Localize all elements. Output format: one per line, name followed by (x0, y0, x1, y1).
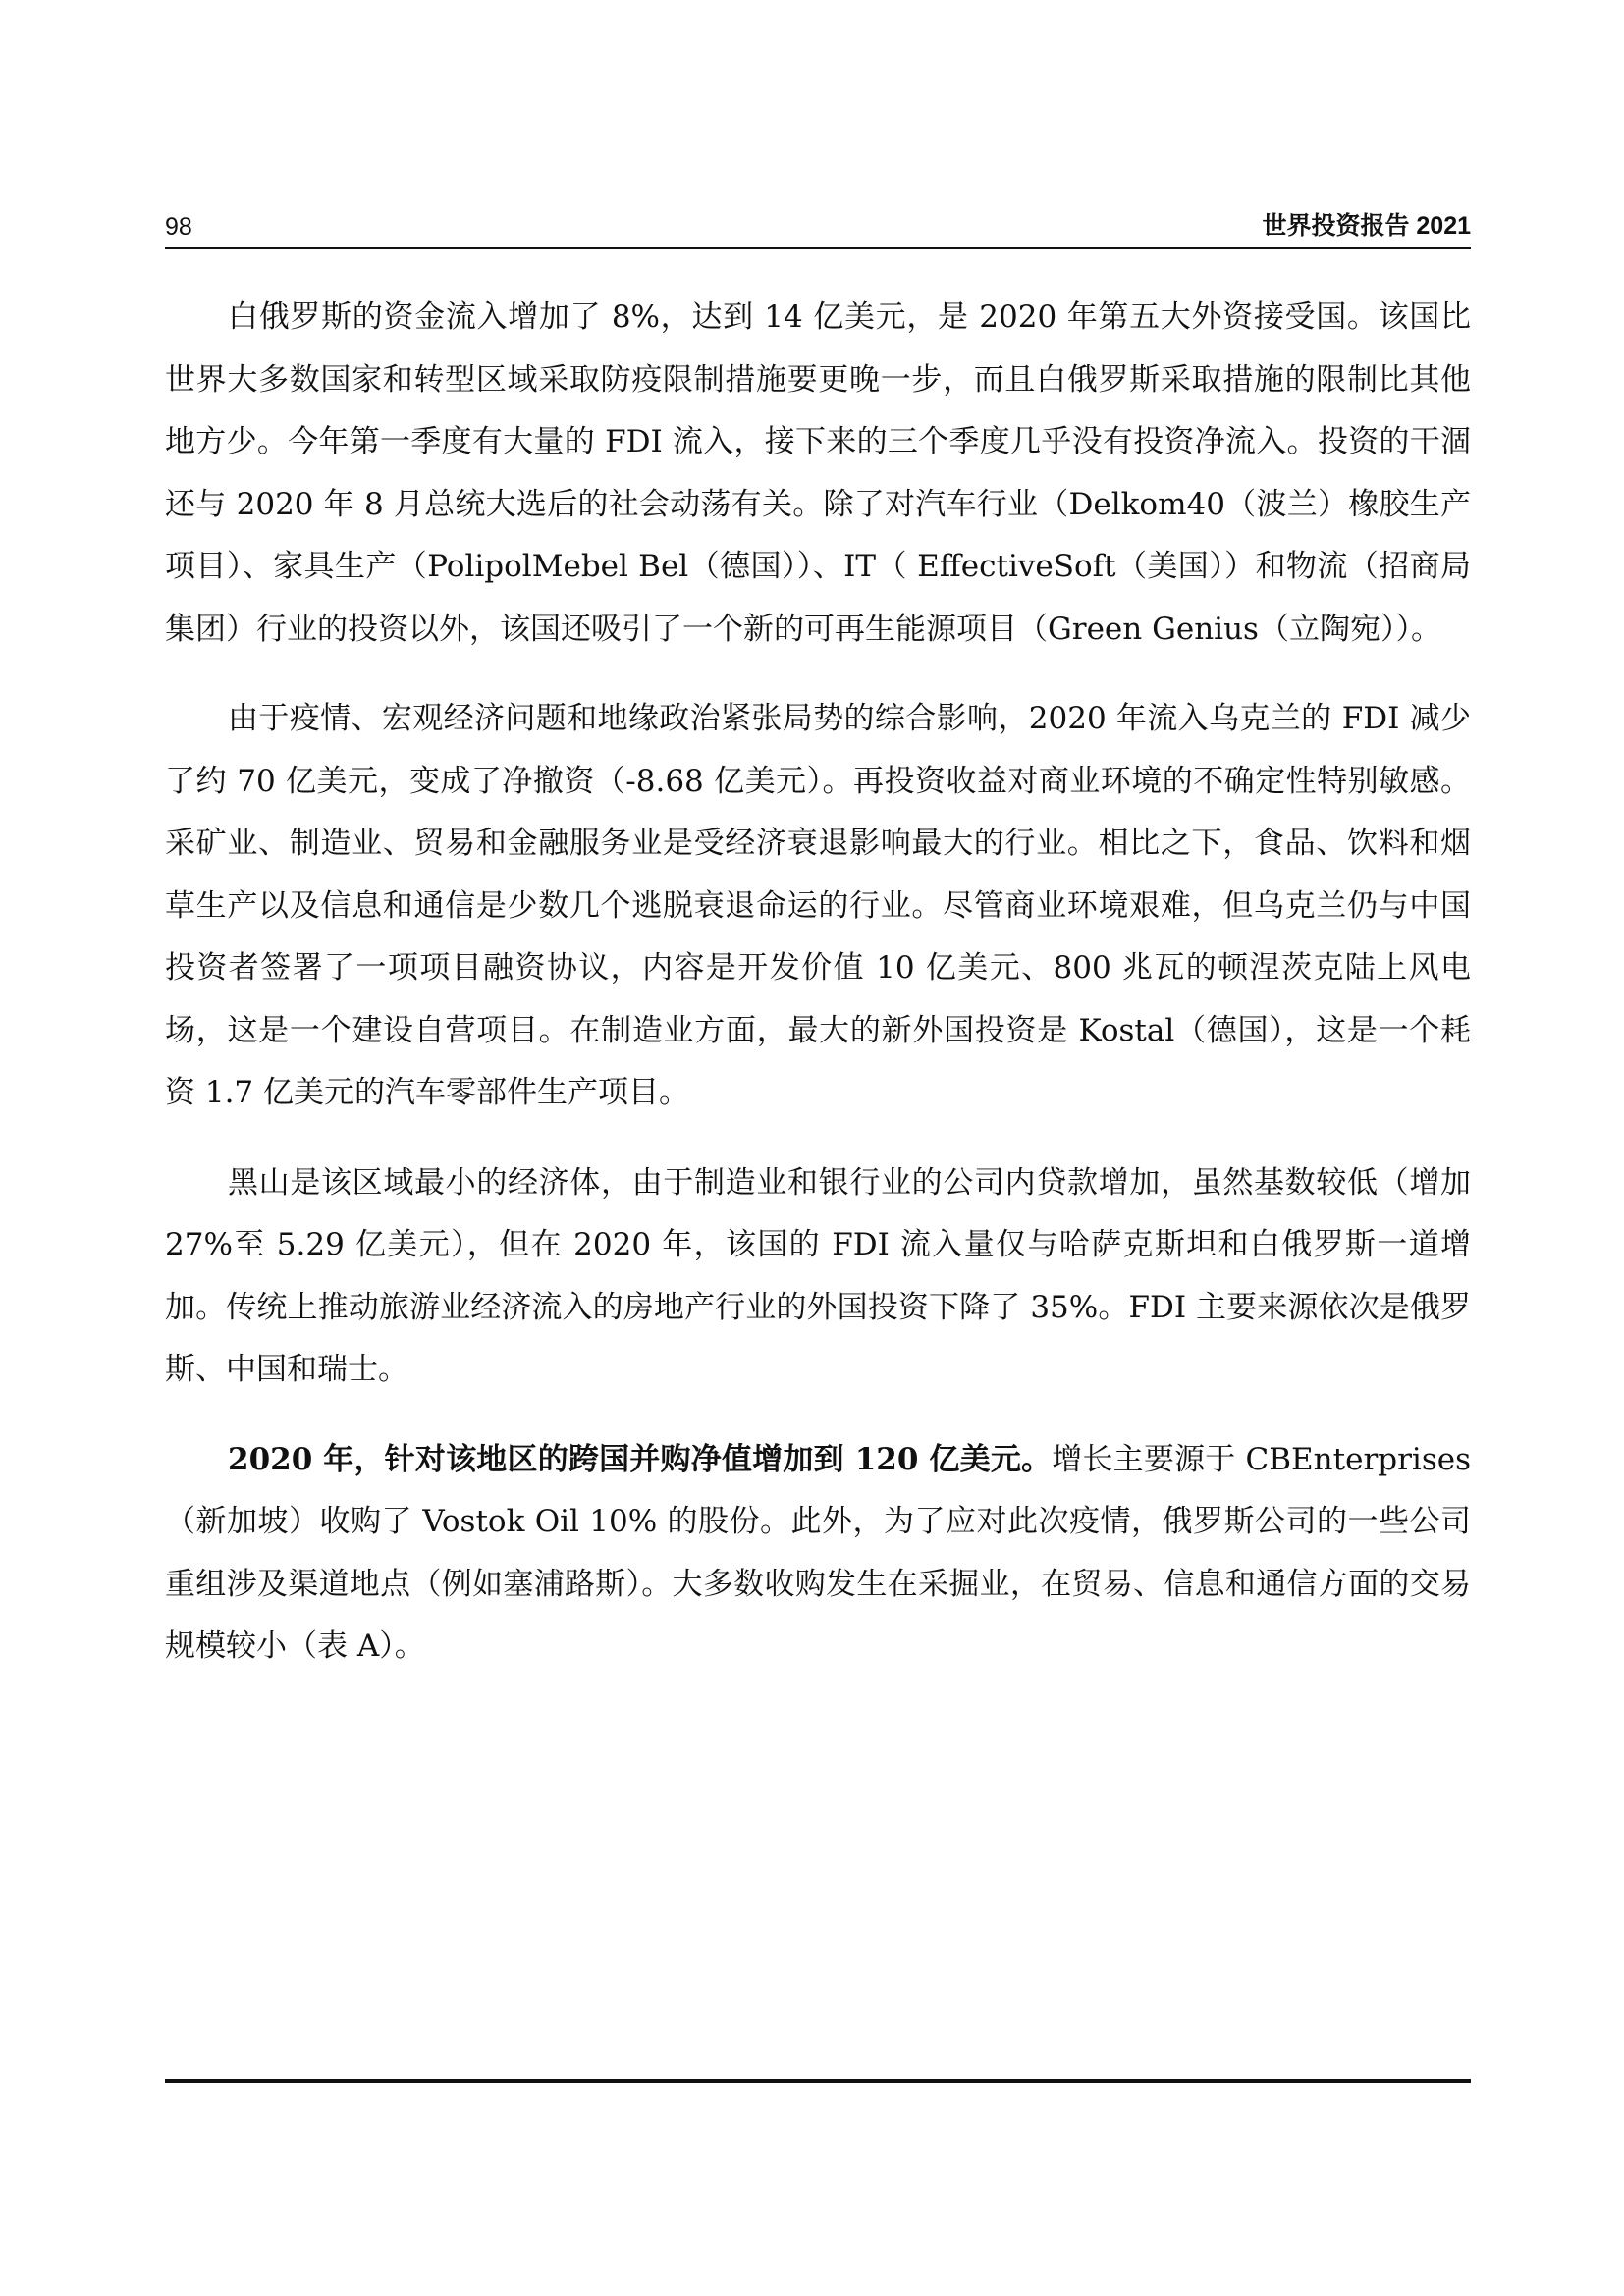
footer-rule (165, 2079, 1471, 2083)
paragraph-bold-lead: 2020 年，针对该地区的跨国并购净值增加到 120 亿美元。 (228, 1441, 1053, 1477)
running-title: 世界投资报告 2021 (1262, 212, 1471, 240)
body-text (165, 287, 1471, 1706)
paragraph-ukraine: 由于疫情、宏观经济问题和地缘政治紧张局势的综合影响，2020 年流入乌克兰的 FDI 减少了约 70 亿美元，变成了净撤资（-8.68 亿美元）。再投资收益对商业环境的不确定性特别敏感。采矿业、制造业、贸易和金融服务业是受经济衰退影响最大的行业。相比之下，食品、饮料和烟草生产以及信息和通信是少数几个逃脱衰退命运的行业。尽管商业环境艰难，但乌克兰仍与中国投资者签署了一项项目融资协议，内容是开发价值 10 亿美元、800 兆瓦的顿涅茨克陆上风电场，这是一个建设自营项目。在制造业方面，最大的新外国投资是 Kostal（德国），这是一个耗资 1.7 亿美元的汽车零部件生产项目。 (165, 701, 1471, 1110)
paragraph-body: 增长主要源于 CBEnterprises（新加坡）收购了 Vostok Oil 10% 的股份。此外，为了应对此次疫情，俄罗斯公司的一些公司重组涉及渠道地点（例如塞浦路斯）。大多数收购发生在采掘业，在贸易、信息和通信方面的交易规模较小（表 A）。 (165, 1441, 1472, 1664)
page-number: 98 (165, 213, 192, 240)
page-header (165, 198, 1471, 249)
paragraph-cross-border-ma (165, 1429, 1471, 1679)
paragraph-montenegro: 黑山是该区域最小的经济体，由于制造业和银行业的公司内贷款增加，虽然基数较低（增加 27%至 5.29 亿美元），但在 2020 年，该国的 FDI 流入量仅与哈萨克斯坦和白俄罗斯一道增加。传统上推动旅游业经济流入的房地产行业的外国投资下降了 35%。FDI 主要来源依次是俄罗斯、中国和瑞士。 (165, 1164, 1471, 1387)
paragraph-belarus: 白俄罗斯的资金流入增加了 8%，达到 14 亿美元，是 2020 年第五大外资接受国。该国比世界大多数国家和转型区域采取防疫限制措施要更晚一步，而且白俄罗斯采取措施的限制比其他地方少。今年第一季度有大量的 FDI 流入，接下来的三个季度几乎没有投资净流入。投资的干涸还与 2020 年 8 月总统大选后的社会动荡有关。除了对汽车行业（Delkom40（波兰）橡胶生产项目）、家具生产（PolipolMebel Bel（德国））、IT（ EffectiveSoft（美国））和物流（招商局集团）行业的投资以外，该国还吸引了一个新的可再生能源项目（Green Genius（立陶宛））。 (165, 299, 1471, 647)
